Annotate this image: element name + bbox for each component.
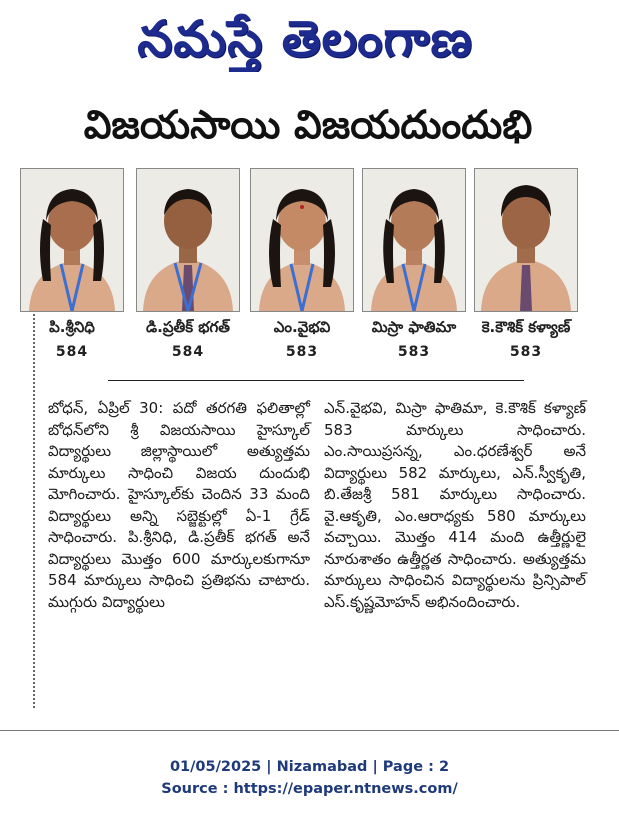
student-photo [250, 168, 354, 312]
student-photo [362, 168, 466, 312]
student-name: ఎం.వైభవి [273, 318, 331, 336]
student-name: కె.కౌశిక్ కళ్యాణ్ [481, 318, 571, 336]
caption-divider [108, 380, 524, 381]
student-photo [20, 168, 124, 312]
footer-source-link[interactable]: Source : https://epaper.ntnews.com/ [161, 781, 458, 797]
student-marks: 583 [285, 344, 319, 360]
student-name: పి.శ్రీనిధి [49, 318, 95, 336]
article-column-right [324, 398, 586, 613]
footer-rule [0, 730, 619, 731]
article-column-left [48, 398, 310, 613]
article-paragraph: బోధన్, ఏప్రిల్ 30: పదో తరగతి ఫలితాల్లో బోధన్‌లోని శ్రీ విజయసాయి హైస్కూల్ విద్యార్థులు జిల్లాస్థాయిలో అత్యుత్తమ మార్కులు సాధించి విజయ దుందుభి మోగించారు. హైస్కూల్‌కు చెందిన 33 మంది విద్యార్థులు అన్ని సబ్జెక్టుల్లో ఏ-1 గ్రేడ్ సాధించారు. పి.శ్రీనిధి, డి.ప్రతీక్ భగత్ అనే విద్యార్థులు మొత్తం 600 మార్కులకుగానూ 584 మార్కులు సాధించి ప్రతిభను చాటారు. ముగ్గురు విద్యార్థులు [48, 399, 310, 611]
student-marks: 584 [171, 344, 205, 360]
student-marks: 583 [509, 344, 543, 360]
student-card [474, 168, 578, 360]
student-photo-row [20, 168, 588, 368]
student-marks: 584 [55, 344, 89, 360]
footer-date-edition: 01/05/2025 | Nizamabad | Page : 2 [169, 759, 450, 775]
article-body [48, 398, 588, 710]
student-card [20, 168, 124, 360]
student-photo [136, 168, 240, 312]
student-photo [474, 168, 578, 312]
article-paragraph: ఎన్.వైభవి, మిస్రా ఫాతిమా, కె.కౌశిక్ కళ్యాణ్ 583 మార్కులు సాధించారు. ఎం.సాయిప్రసన్న, ఎం.ధరణేశ్వర్ అనే విద్యార్థులు 582 మార్కులు, ఎన్.స్వీకృతి, బి.తేజశ్రీ 581 మార్కులు సాధించారు. వై.ఆకృతి, ఎం.ఆరాధ్యకు 580 మార్కులు వచ్చాయి. మొత్తం 414 మంది ఉత్తీర్ణులై నూరుశాతం ఉత్తీర్ణత సాధించారు. అత్యుత్తమ మార్కులు సాధించిన విద్యార్థులను ప్రిన్సిపాల్ ఎస్.కృష్ణమోహన్ అభినందించారు. [324, 399, 586, 611]
student-card [250, 168, 354, 360]
masthead-logo: నమస్తే తెలంగాణ [137, 10, 473, 68]
student-name: మిస్రా ఫాతిమా [371, 318, 457, 336]
footer [0, 756, 619, 800]
student-marks: 583 [397, 344, 431, 360]
student-card [136, 168, 240, 360]
student-name: డి.ప్రతీక్ భగత్ [146, 318, 230, 336]
headline: విజయసాయి విజయదుందుభి [83, 103, 533, 148]
student-card [362, 168, 466, 360]
